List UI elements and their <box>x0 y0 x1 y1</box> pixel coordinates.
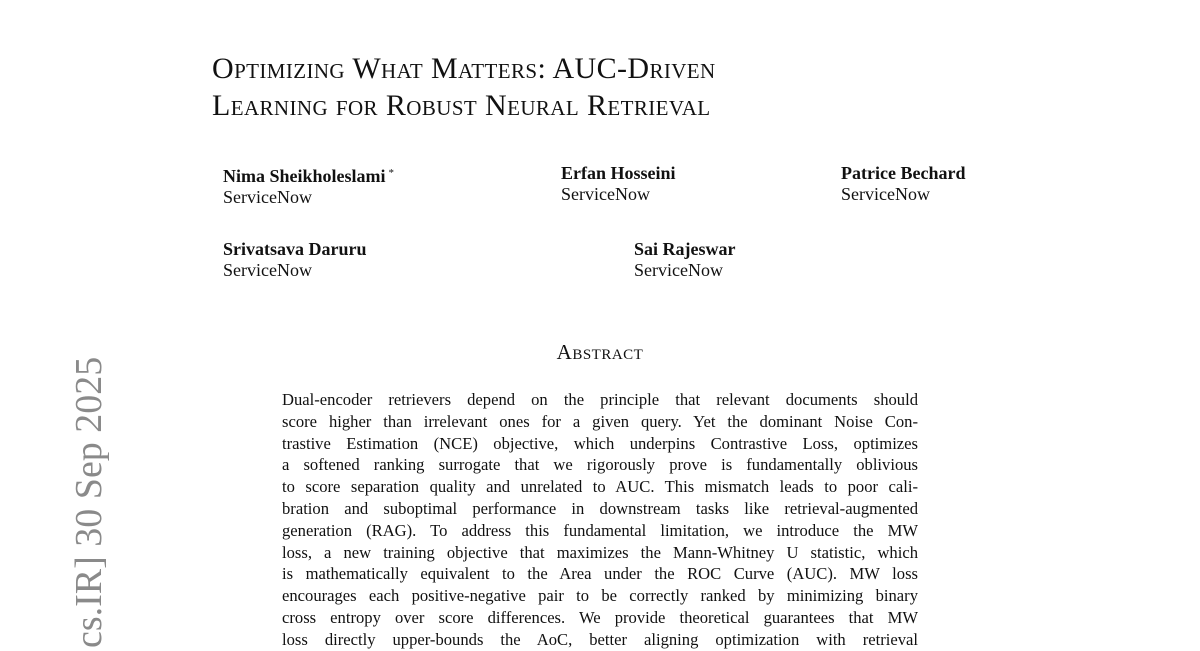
author-name: Nima Sheikholeslami <box>223 166 386 186</box>
author-name-line <box>223 163 394 187</box>
abstract-line: cross entropy over score differences. We provide theoretical guarantees that MW <box>282 607 918 627</box>
abstract-line: bration and suboptimal performance in downstream tasks like retrieval-augmented <box>282 498 918 518</box>
title-line-1: Optimizing What Matters: AUC-Driven <box>212 52 716 85</box>
author-block <box>841 163 965 205</box>
author-block <box>223 163 394 208</box>
author-name: Sai Rajeswar <box>634 239 736 259</box>
abstract-line: to score separation quality and unrelated to AUC. This mismatch leads to poor cali- <box>282 477 918 497</box>
paper-title <box>212 50 1012 124</box>
abstract-body <box>282 389 918 651</box>
author-affiliation: ServiceNow <box>841 184 930 204</box>
abstract-heading: Abstract <box>556 340 644 364</box>
author-affiliation: ServiceNow <box>223 260 312 280</box>
abstract-line: score higher than irrelevant ones for a given query. Yet the dominant Noise Con- <box>282 411 918 431</box>
author-name: Srivatsava Daruru <box>223 239 367 259</box>
abstract-line: loss directly upper-bounds the AoC, better aligning optimization with retrieval <box>282 629 918 649</box>
author-name: Erfan Hosseini <box>561 163 676 183</box>
abstract-line: encourages each positive-negative pair to be correctly ranked by minimizing binary <box>282 586 918 606</box>
author-affiliation: ServiceNow <box>634 260 723 280</box>
author-name: Patrice Bechard <box>841 163 966 183</box>
author-affiliation: ServiceNow <box>223 187 312 207</box>
abstract-line: loss, a new training objective that maximizes the Mann-Whitney U statistic, which <box>282 542 918 562</box>
author-block <box>223 239 367 281</box>
arxiv-stamp-text: cs.IR] 30 Sep 2025 <box>68 356 110 648</box>
author-block <box>561 163 676 205</box>
abstract-line: Dual-encoder retrievers depend on the principle that relevant documents should <box>282 390 918 409</box>
abstract-line: generation (RAG). To address this fundamental limitation, we introduce the MW <box>282 520 918 540</box>
abstract-line: is mathematically equivalent to the Area under the ROC Curve (AUC). MW loss <box>282 564 918 584</box>
author-affiliation: ServiceNow <box>561 184 650 204</box>
abstract-line: a softened ranking surrogate that we rigorously prove is fundamentally oblivious <box>282 455 918 475</box>
arxiv-side-stamp <box>26 338 110 648</box>
title-line-2: Learning for Robust Neural Retrieval <box>212 89 711 122</box>
author-footnote-marker: * <box>388 167 395 179</box>
abstract-line: trastive Estimation (NCE) objective, which underpins Contrastive Loss, optimizes <box>282 433 918 453</box>
author-block <box>634 239 736 281</box>
